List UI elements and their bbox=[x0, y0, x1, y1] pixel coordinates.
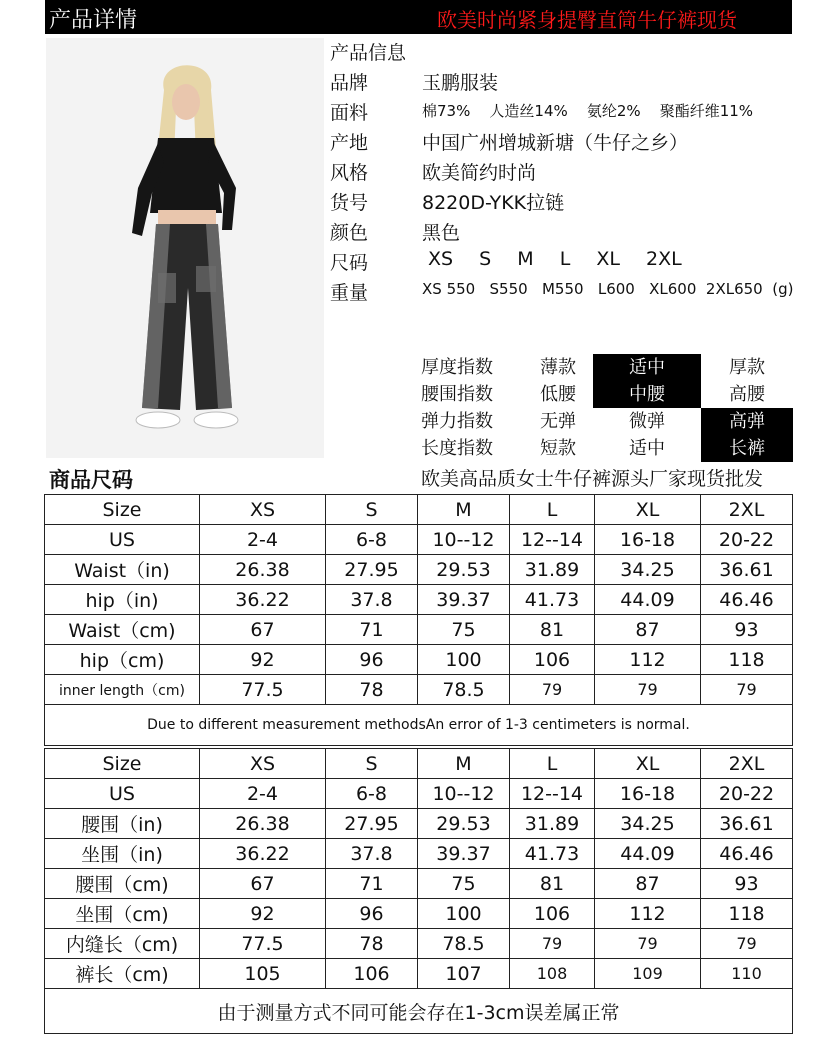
index-option: 薄款 bbox=[540, 357, 576, 378]
table-cell: 79 bbox=[595, 929, 701, 959]
size-section-note: 欧美高品质女士牛仔裤源头厂家现货批发 bbox=[421, 468, 764, 490]
index-option: 微弹 bbox=[629, 411, 665, 432]
table-cell: 20-22 bbox=[701, 779, 793, 809]
table-row bbox=[45, 839, 793, 869]
index-option: 高腰 bbox=[729, 384, 765, 405]
table-row bbox=[45, 645, 793, 675]
fabric-value: 棉73% 人造丝14% 氨纶2% 聚酯纤维11% bbox=[422, 102, 754, 120]
table-cell: 34.25 bbox=[595, 555, 701, 585]
table-cell: 107 bbox=[418, 959, 510, 989]
origin-label: 产地 bbox=[330, 132, 369, 154]
table-cell: 27.95 bbox=[326, 809, 418, 839]
table-cell: 106 bbox=[510, 645, 595, 675]
table-cell: 34.25 bbox=[595, 809, 701, 839]
table-cell: 2XL bbox=[701, 495, 793, 525]
index-row-thickness bbox=[421, 354, 793, 381]
table-row bbox=[45, 929, 793, 959]
table-cell: XS bbox=[200, 495, 326, 525]
table-cell: 67 bbox=[200, 869, 326, 899]
table-cell: 75 bbox=[418, 869, 510, 899]
table-cell: 37.8 bbox=[326, 585, 418, 615]
table-cell: S bbox=[326, 495, 418, 525]
table-note-english: Due to different measurement methodsAn error of 1-3 centimeters is normal. bbox=[45, 705, 793, 746]
table-cell: 79 bbox=[701, 929, 793, 959]
table-cell: 96 bbox=[326, 645, 418, 675]
table-cell: 6-8 bbox=[326, 525, 418, 555]
table-cell: 44.09 bbox=[595, 585, 701, 615]
size-label: 尺码 bbox=[330, 252, 369, 274]
table-cell: 92 bbox=[200, 899, 326, 929]
table-cell: 2XL bbox=[701, 749, 793, 779]
table-row bbox=[45, 869, 793, 899]
index-row-stretch bbox=[421, 408, 793, 435]
table-row bbox=[45, 525, 793, 555]
table-cell: 36.22 bbox=[200, 839, 326, 869]
table-row bbox=[45, 495, 793, 525]
weight-value: XS 550 S550 M550 L600 XL600 2XL650 (g) bbox=[422, 280, 794, 298]
table-cell: 110 bbox=[701, 959, 793, 989]
table-row bbox=[45, 809, 793, 839]
row-header-cell: US bbox=[45, 779, 200, 809]
table-cell: 118 bbox=[701, 645, 793, 675]
index-label: 弹力指数 bbox=[421, 411, 493, 432]
table-cell: 78 bbox=[326, 675, 418, 705]
size-list bbox=[428, 248, 702, 270]
table-cell: 77.5 bbox=[200, 675, 326, 705]
row-header-cell: 腰围（cm) bbox=[45, 869, 200, 899]
table-cell: 71 bbox=[326, 615, 418, 645]
size-option: 2XL bbox=[645, 248, 682, 270]
index-row-waist bbox=[421, 381, 793, 408]
row-header-cell: inner length（cm) bbox=[45, 675, 200, 705]
table-cell: L bbox=[510, 749, 595, 779]
table-cell: 20-22 bbox=[701, 525, 793, 555]
table-cell: 75 bbox=[418, 615, 510, 645]
table-cell: L bbox=[510, 495, 595, 525]
table-row bbox=[45, 959, 793, 989]
size-table-english bbox=[44, 494, 793, 746]
table-cell: 118 bbox=[701, 899, 793, 929]
table-cell: 78.5 bbox=[418, 929, 510, 959]
row-header-cell: hip（in) bbox=[45, 585, 200, 615]
header-left-title: 产品详情 bbox=[49, 8, 138, 33]
table-cell: 16-18 bbox=[595, 525, 701, 555]
fabric-label: 面料 bbox=[330, 102, 369, 124]
index-option: 低腰 bbox=[540, 384, 576, 405]
size-table-chinese bbox=[44, 748, 793, 1034]
table-cell: 39.37 bbox=[418, 839, 510, 869]
index-option-selected: 高弹 bbox=[701, 408, 793, 435]
table-cell: 26.38 bbox=[200, 809, 326, 839]
table-cell: 100 bbox=[418, 899, 510, 929]
table-cell: 87 bbox=[595, 615, 701, 645]
table-cell: 106 bbox=[510, 899, 595, 929]
table-cell: 10--12 bbox=[418, 525, 510, 555]
table-cell: 106 bbox=[326, 959, 418, 989]
table-cell: 41.73 bbox=[510, 839, 595, 869]
row-header-cell: US bbox=[45, 525, 200, 555]
table-cell: 39.37 bbox=[418, 585, 510, 615]
size-option: M bbox=[517, 248, 534, 270]
table-row bbox=[45, 555, 793, 585]
sku-value: 8220D-YKK拉链 bbox=[422, 192, 565, 214]
table-cell: 44.09 bbox=[595, 839, 701, 869]
table-cell: M bbox=[418, 749, 510, 779]
table-cell: 79 bbox=[510, 929, 595, 959]
row-header-cell: Size bbox=[45, 749, 200, 779]
brand-value: 玉鹏服装 bbox=[422, 72, 499, 94]
color-value: 黑色 bbox=[422, 222, 461, 244]
table-cell: 12--14 bbox=[510, 779, 595, 809]
table-cell: 46.46 bbox=[701, 585, 793, 615]
index-label: 长度指数 bbox=[421, 438, 493, 459]
index-option: 适中 bbox=[629, 438, 665, 459]
row-header-cell: 裤长（cm) bbox=[45, 959, 200, 989]
size-option: L bbox=[559, 248, 571, 270]
table-cell: 78 bbox=[326, 929, 418, 959]
index-option-selected: 适中 bbox=[593, 354, 701, 381]
index-label: 腰围指数 bbox=[421, 384, 493, 405]
table-cell: 6-8 bbox=[326, 779, 418, 809]
header-right-title: 欧美时尚紧身提臀直筒牛仔裤现货 bbox=[437, 8, 737, 32]
table-cell: 26.38 bbox=[200, 555, 326, 585]
size-option: XL bbox=[596, 248, 620, 270]
table-cell: 46.46 bbox=[701, 839, 793, 869]
row-header-cell: 坐围（in) bbox=[45, 839, 200, 869]
index-option: 短款 bbox=[540, 438, 576, 459]
table-cell: M bbox=[418, 495, 510, 525]
brand-label: 品牌 bbox=[330, 72, 369, 94]
table-cell: 78.5 bbox=[418, 675, 510, 705]
color-label: 颜色 bbox=[330, 222, 369, 244]
table-cell: 36.61 bbox=[701, 809, 793, 839]
table-cell: 100 bbox=[418, 645, 510, 675]
table-cell: 105 bbox=[200, 959, 326, 989]
table-cell: XS bbox=[200, 749, 326, 779]
sku-label: 货号 bbox=[330, 192, 369, 214]
table-cell: 109 bbox=[595, 959, 701, 989]
table-note-chinese: 由于测量方式不同可能会存在1-3cm误差属正常 bbox=[45, 989, 793, 1034]
table-cell: 81 bbox=[510, 869, 595, 899]
product-photo bbox=[46, 38, 324, 458]
table-cell: 36.22 bbox=[200, 585, 326, 615]
row-header-cell: 腰围（in) bbox=[45, 809, 200, 839]
row-header-cell: 坐围（cm) bbox=[45, 899, 200, 929]
model-illustration bbox=[46, 38, 324, 458]
table-row bbox=[45, 779, 793, 809]
table-cell: XL bbox=[595, 495, 701, 525]
table-row bbox=[45, 615, 793, 645]
table-cell: 93 bbox=[701, 869, 793, 899]
index-option: 厚款 bbox=[729, 357, 765, 378]
table-row bbox=[45, 899, 793, 929]
index-option-selected: 长裤 bbox=[701, 435, 793, 462]
size-section-title: 商品尺码 bbox=[49, 468, 133, 492]
size-option: S bbox=[479, 248, 492, 270]
origin-value: 中国广州增城新塘（牛仔之乡） bbox=[422, 132, 689, 154]
table-cell: 108 bbox=[510, 959, 595, 989]
table-cell: 29.53 bbox=[418, 555, 510, 585]
table-row bbox=[45, 585, 793, 615]
row-header-cell: Size bbox=[45, 495, 200, 525]
table-cell: S bbox=[326, 749, 418, 779]
table-cell: 37.8 bbox=[326, 839, 418, 869]
table-cell: 93 bbox=[701, 615, 793, 645]
row-header-cell: hip（cm) bbox=[45, 645, 200, 675]
table-row bbox=[45, 749, 793, 779]
table-cell: 112 bbox=[595, 645, 701, 675]
table-cell: 112 bbox=[595, 899, 701, 929]
index-option: 无弹 bbox=[540, 411, 576, 432]
table-cell: 16-18 bbox=[595, 779, 701, 809]
table-cell: 67 bbox=[200, 615, 326, 645]
table-cell: 31.89 bbox=[510, 809, 595, 839]
table-cell: 96 bbox=[326, 899, 418, 929]
table-cell: 29.53 bbox=[418, 809, 510, 839]
row-header-cell: 内缝长（cm) bbox=[45, 929, 200, 959]
table-cell: 77.5 bbox=[200, 929, 326, 959]
table-cell: 10--12 bbox=[418, 779, 510, 809]
table-cell: 79 bbox=[701, 675, 793, 705]
table-cell: 81 bbox=[510, 615, 595, 645]
header-bar bbox=[45, 0, 792, 34]
size-option: XS bbox=[428, 248, 454, 270]
table-cell: 36.61 bbox=[701, 555, 793, 585]
table-cell: 71 bbox=[326, 869, 418, 899]
table-cell: 92 bbox=[200, 645, 326, 675]
table-cell: 2-4 bbox=[200, 525, 326, 555]
table-cell: 27.95 bbox=[326, 555, 418, 585]
table-cell: 87 bbox=[595, 869, 701, 899]
style-label: 风格 bbox=[330, 162, 369, 184]
table-cell: 12--14 bbox=[510, 525, 595, 555]
index-option-selected: 中腰 bbox=[593, 381, 701, 408]
weight-label: 重量 bbox=[330, 282, 369, 304]
table-cell: 31.89 bbox=[510, 555, 595, 585]
row-header-cell: Waist（in) bbox=[45, 555, 200, 585]
index-label: 厚度指数 bbox=[421, 357, 493, 378]
row-header-cell: Waist（cm) bbox=[45, 615, 200, 645]
index-row-length bbox=[421, 435, 793, 462]
table-cell: XL bbox=[595, 749, 701, 779]
table-cell: 2-4 bbox=[200, 779, 326, 809]
table-cell: 79 bbox=[595, 675, 701, 705]
style-value: 欧美简约时尚 bbox=[422, 162, 537, 184]
table-row bbox=[45, 675, 793, 705]
table-cell: 41.73 bbox=[510, 585, 595, 615]
table-cell: 79 bbox=[510, 675, 595, 705]
info-title: 产品信息 bbox=[330, 42, 407, 64]
